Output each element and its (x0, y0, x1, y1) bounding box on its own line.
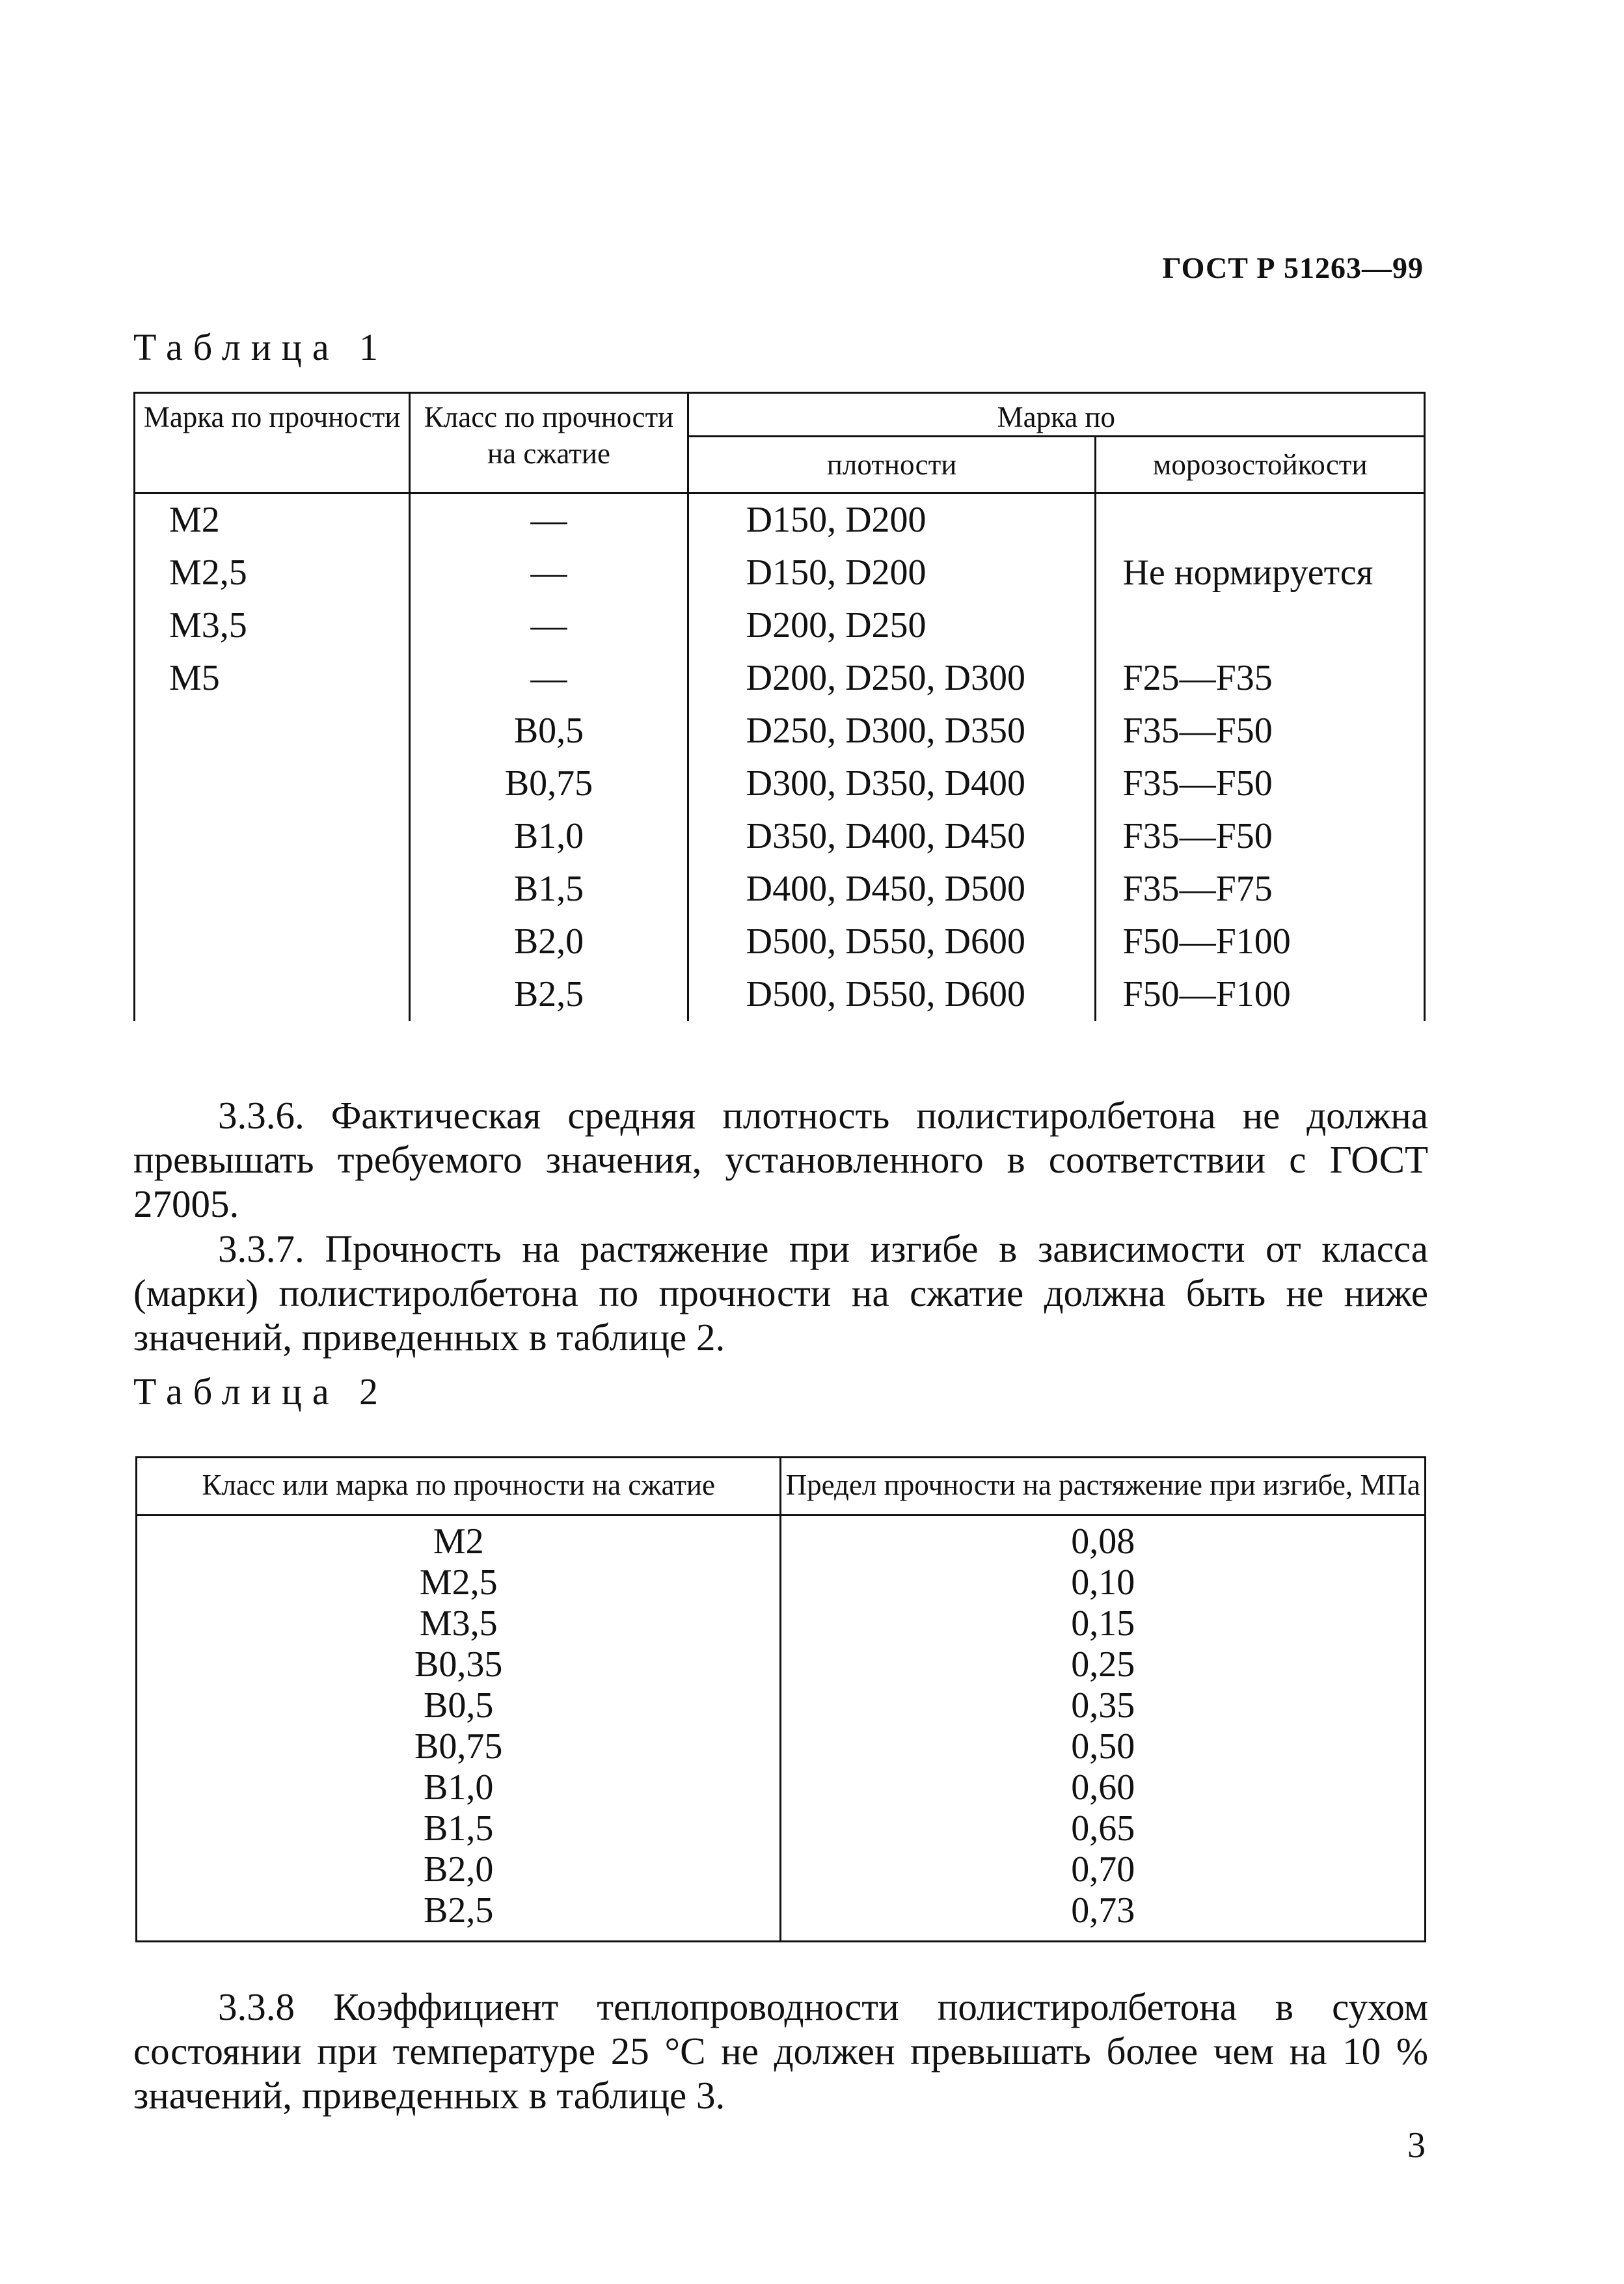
t1-class: B0,5 (410, 705, 688, 757)
t2-value: 0,73 (781, 1890, 1426, 1942)
t2-value: 0,50 (781, 1726, 1426, 1767)
table-row (137, 1767, 1426, 1808)
table-row (135, 493, 1425, 547)
t2-class: B1,5 (137, 1808, 781, 1849)
t2-class: B2,5 (137, 1890, 781, 1942)
page-number: 3 (1407, 2125, 1426, 2166)
t1-density: D400, D450, D500 (688, 863, 1096, 916)
t1-header-frost: морозостойкости (1096, 437, 1425, 493)
t1-class: — (410, 652, 688, 705)
table1-caption: Таблица 1 (133, 326, 389, 368)
paragraph-3-3-7: 3.3.7. Прочность на растяжение при изгибе в зависимости от класса (марки) полистиролбетона по прочности на сжатие должна быть не ниже значений, приведенных в таблице 2. (133, 1227, 1428, 1359)
t1-density: D150, D200 (688, 493, 1096, 547)
t2-value: 0,15 (781, 1603, 1426, 1644)
t1-frost: F50—F100 (1096, 968, 1425, 1021)
t2-value: 0,60 (781, 1767, 1426, 1808)
table-row (137, 1849, 1426, 1890)
t2-value: 0,70 (781, 1849, 1426, 1890)
t2-class: M3,5 (137, 1603, 781, 1644)
table-row (137, 1685, 1426, 1726)
t1-density: D200, D250, D300 (688, 652, 1096, 705)
table-row (137, 1644, 1426, 1685)
t1-density: D350, D400, D450 (688, 810, 1096, 863)
t1-frost: F35—F50 (1096, 705, 1425, 757)
t1-class: B2,5 (410, 968, 688, 1021)
t1-header-grade-by: Марка по (688, 393, 1424, 437)
table-row (137, 1726, 1426, 1767)
t2-class: B0,5 (137, 1685, 781, 1726)
t1-frost: F25—F35 (1096, 652, 1425, 705)
t2-value: 0,65 (781, 1808, 1426, 1849)
t1-density: D200, D250 (688, 599, 1096, 652)
t1-class: — (410, 599, 688, 652)
t1-header-strength-grade: Марка по прочности (135, 393, 410, 493)
t2-value: 0,08 (781, 1516, 1426, 1563)
table1 (133, 392, 1426, 1021)
t1-density: D500, D550, D600 (688, 916, 1096, 968)
t1-frost: F35—F75 (1096, 863, 1425, 916)
t2-value: 0,35 (781, 1685, 1426, 1726)
t1-density: D150, D200 (688, 547, 1096, 599)
t1-class: B1,5 (410, 863, 688, 916)
table-row (137, 1808, 1426, 1849)
table-row (137, 1603, 1426, 1644)
paragraph-3-3-6: 3.3.6. Фактическая средняя плотность полистиролбетона не должна превышать требуемого значения, установленного в соответствии с ГОСТ 27005. (133, 1094, 1428, 1225)
table2 (135, 1456, 1426, 1942)
document-id: ГОСТ Р 51263—99 (1162, 251, 1424, 284)
t2-class: B0,75 (137, 1726, 781, 1767)
t1-frost-not-normalized: Не нормируется (1096, 493, 1425, 653)
table-row (137, 1890, 1426, 1942)
t2-header-limit: Предел прочности на растяжение при изгибе, МПа (781, 1458, 1426, 1516)
t2-value: 0,25 (781, 1644, 1426, 1685)
t1-frost: F35—F50 (1096, 810, 1425, 863)
paragraph-3-3-8: 3.3.8 Коэффициент теплопроводности полистиролбетона в сухом состоянии при температуре 25 °С не должен превышать более чем на 10 % значений, приведенных в таблице 3. (133, 1985, 1428, 2117)
t1-header-density: плотности (688, 437, 1096, 493)
t2-class: B1,0 (137, 1767, 781, 1808)
t2-value: 0,10 (781, 1562, 1426, 1603)
t1-density: D500, D550, D600 (688, 968, 1096, 1021)
t2-class: M2 (137, 1516, 781, 1563)
t1-frost: F35—F50 (1096, 757, 1425, 810)
t2-class: B0,35 (137, 1644, 781, 1685)
t1-frost: F50—F100 (1096, 916, 1425, 968)
table2-caption: Таблица 2 (133, 1370, 389, 1413)
t2-header-class: Класс или марка по прочности на сжатие (137, 1458, 781, 1516)
t1-class: — (410, 493, 688, 547)
t1-class: — (410, 547, 688, 599)
t2-class: B2,0 (137, 1849, 781, 1890)
t1-class: B2,0 (410, 916, 688, 968)
t1-density: D300, D350, D400 (688, 757, 1096, 810)
table-row (135, 652, 1425, 705)
t1-grade: M3,5 (135, 599, 410, 652)
t1-class: B1,0 (410, 810, 688, 863)
t1-grade: M5 (135, 652, 410, 1021)
table-row (137, 1562, 1426, 1603)
t1-density: D250, D300, D350 (688, 705, 1096, 757)
t1-class: B0,75 (410, 757, 688, 810)
t1-grade: M2 (135, 493, 410, 547)
t1-grade: M2,5 (135, 547, 410, 599)
t1-header-compressive-class: Класс по прочности на сжатие (410, 393, 688, 493)
t2-class: M2,5 (137, 1562, 781, 1603)
table-row (137, 1516, 1426, 1563)
